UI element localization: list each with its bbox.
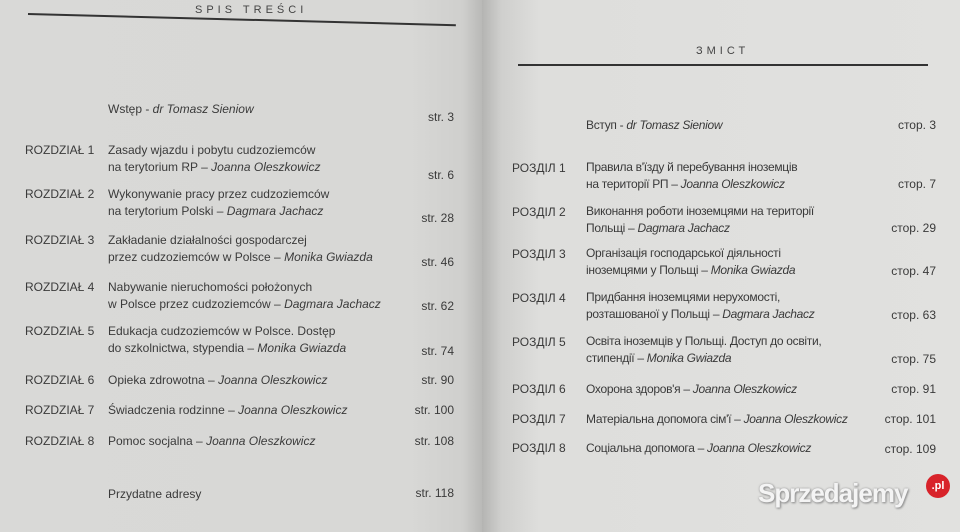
chapter-label: ROZDZIAŁ 1	[25, 143, 95, 157]
chapter-label: РОЗДІЛ 7	[512, 412, 566, 426]
chapter-title: Zasady wjazdu i pobytu cudzoziemców na terytorium RP – Joanna Oleszkowicz	[108, 143, 321, 174]
chapter-title: Pomoc socjalna – Joanna Oleszkowicz	[108, 434, 316, 448]
chapter-page: str. 62	[421, 299, 454, 313]
chapter-page: str. 74	[421, 344, 454, 358]
chapter-title: Освіта іноземців у Польщі. Доступ до освіти, стипендії – Monika Gwiazda	[586, 334, 822, 365]
heading-rule	[518, 64, 928, 66]
chapter-title: Zakładanie działalności gospodarczej przez cudzoziemców w Polsce – Monika Gwiazda	[108, 233, 373, 264]
chapter-page: str. 100	[414, 403, 454, 417]
chapter-page: стор. 101	[884, 412, 936, 426]
chapter-title: Edukacja cudzoziemców w Polsce. Dostęp do szkolnictwa, stypendia – Monika Gwiazda	[108, 324, 347, 355]
chapter-label: ROZDZIAŁ 3	[25, 233, 95, 247]
chapter-label: РОЗДІЛ 3	[512, 247, 566, 261]
chapter-page: стор. 91	[891, 382, 936, 396]
chapter-label: РОЗДІЛ 4	[512, 291, 566, 305]
chapter-title: Nabywanie nieruchomości położonych w Polsce przez cudzoziemców – Dagmara Jachacz	[108, 280, 381, 311]
intro-page: str. 3	[427, 110, 454, 124]
chapter-page: стор. 109	[884, 442, 936, 456]
chapter-title: Охорона здоров'я – Joanna Oleszkowicz	[586, 382, 797, 396]
page-heading: ЗМІСТ	[696, 45, 750, 57]
chapter-label: РОЗДІЛ 1	[512, 161, 566, 175]
right-page	[482, 0, 960, 532]
chapter-title: Матеріальна допомога сім'ї – Joanna Oleszkowicz	[586, 412, 848, 426]
chapter-title: Придбання іноземцями нерухомості, розташованої у Польщі – Dagmara Jachacz	[586, 290, 815, 321]
chapter-title: Виконання роботи іноземцями на території Польщі – Dagmara Jachacz	[586, 204, 814, 235]
chapter-page: стор. 47	[891, 264, 936, 278]
chapter-label: РОЗДІЛ 6	[512, 382, 566, 396]
chapter-title: Opieka zdrowotna – Joanna Oleszkowicz	[108, 373, 328, 387]
page-heading: SPIS TREŚCI	[195, 4, 308, 16]
chapter-page: str. 28	[421, 211, 454, 225]
chapter-label: ROZDZIAŁ 2	[25, 187, 95, 201]
chapter-page: стор. 29	[891, 221, 936, 235]
addresses-title: Przydatne adresy	[108, 487, 202, 501]
chapter-title: Wykonywanie pracy przez cudzoziemców na terytorium Polski – Dagmara Jachacz	[108, 187, 330, 218]
chapter-page: str. 46	[421, 255, 454, 269]
intro-title: Wstęp - dr Tomasz Sieniow	[108, 102, 254, 116]
chapter-title: Świadczenia rodzinne – Joanna Oleszkowicz	[108, 403, 348, 417]
chapter-label: ROZDZIAŁ 4	[25, 280, 95, 294]
chapter-title: Організація господарської діяльності іноземцями у Польщі – Monika Gwiazda	[586, 246, 796, 277]
chapter-label: РОЗДІЛ 5	[512, 335, 566, 349]
chapter-title: Соціальна допомога – Joanna Oleszkowicz	[586, 441, 812, 455]
watermark-logo: Sprzedajemy	[758, 478, 908, 508]
chapter-label: РОЗДІЛ 8	[512, 441, 566, 455]
chapter-page: стор. 63	[891, 308, 936, 322]
chapter-page: str. 90	[421, 373, 454, 387]
chapter-label: ROZDZIAŁ 6	[25, 373, 95, 387]
watermark-badge: .pl	[926, 474, 950, 498]
chapter-label: РОЗДІЛ 2	[512, 205, 566, 219]
addresses-page: str. 118	[415, 486, 454, 500]
chapter-page: str. 6	[427, 168, 454, 182]
intro-page: стор. 3	[897, 118, 936, 132]
intro-title: Вступ - dr Tomasz Sieniow	[586, 118, 723, 132]
chapter-page: str. 108	[414, 434, 454, 448]
chapter-label: ROZDZIAŁ 8	[25, 434, 95, 448]
chapter-label: ROZDZIAŁ 7	[25, 403, 95, 417]
chapter-title: Правила в'їзду й перебування іноземців на території РП – Joanna Oleszkowicz	[586, 160, 798, 191]
chapter-page: стор. 7	[897, 177, 936, 191]
chapter-label: ROZDZIAŁ 5	[25, 324, 95, 338]
chapter-page: стор. 75	[891, 352, 936, 366]
